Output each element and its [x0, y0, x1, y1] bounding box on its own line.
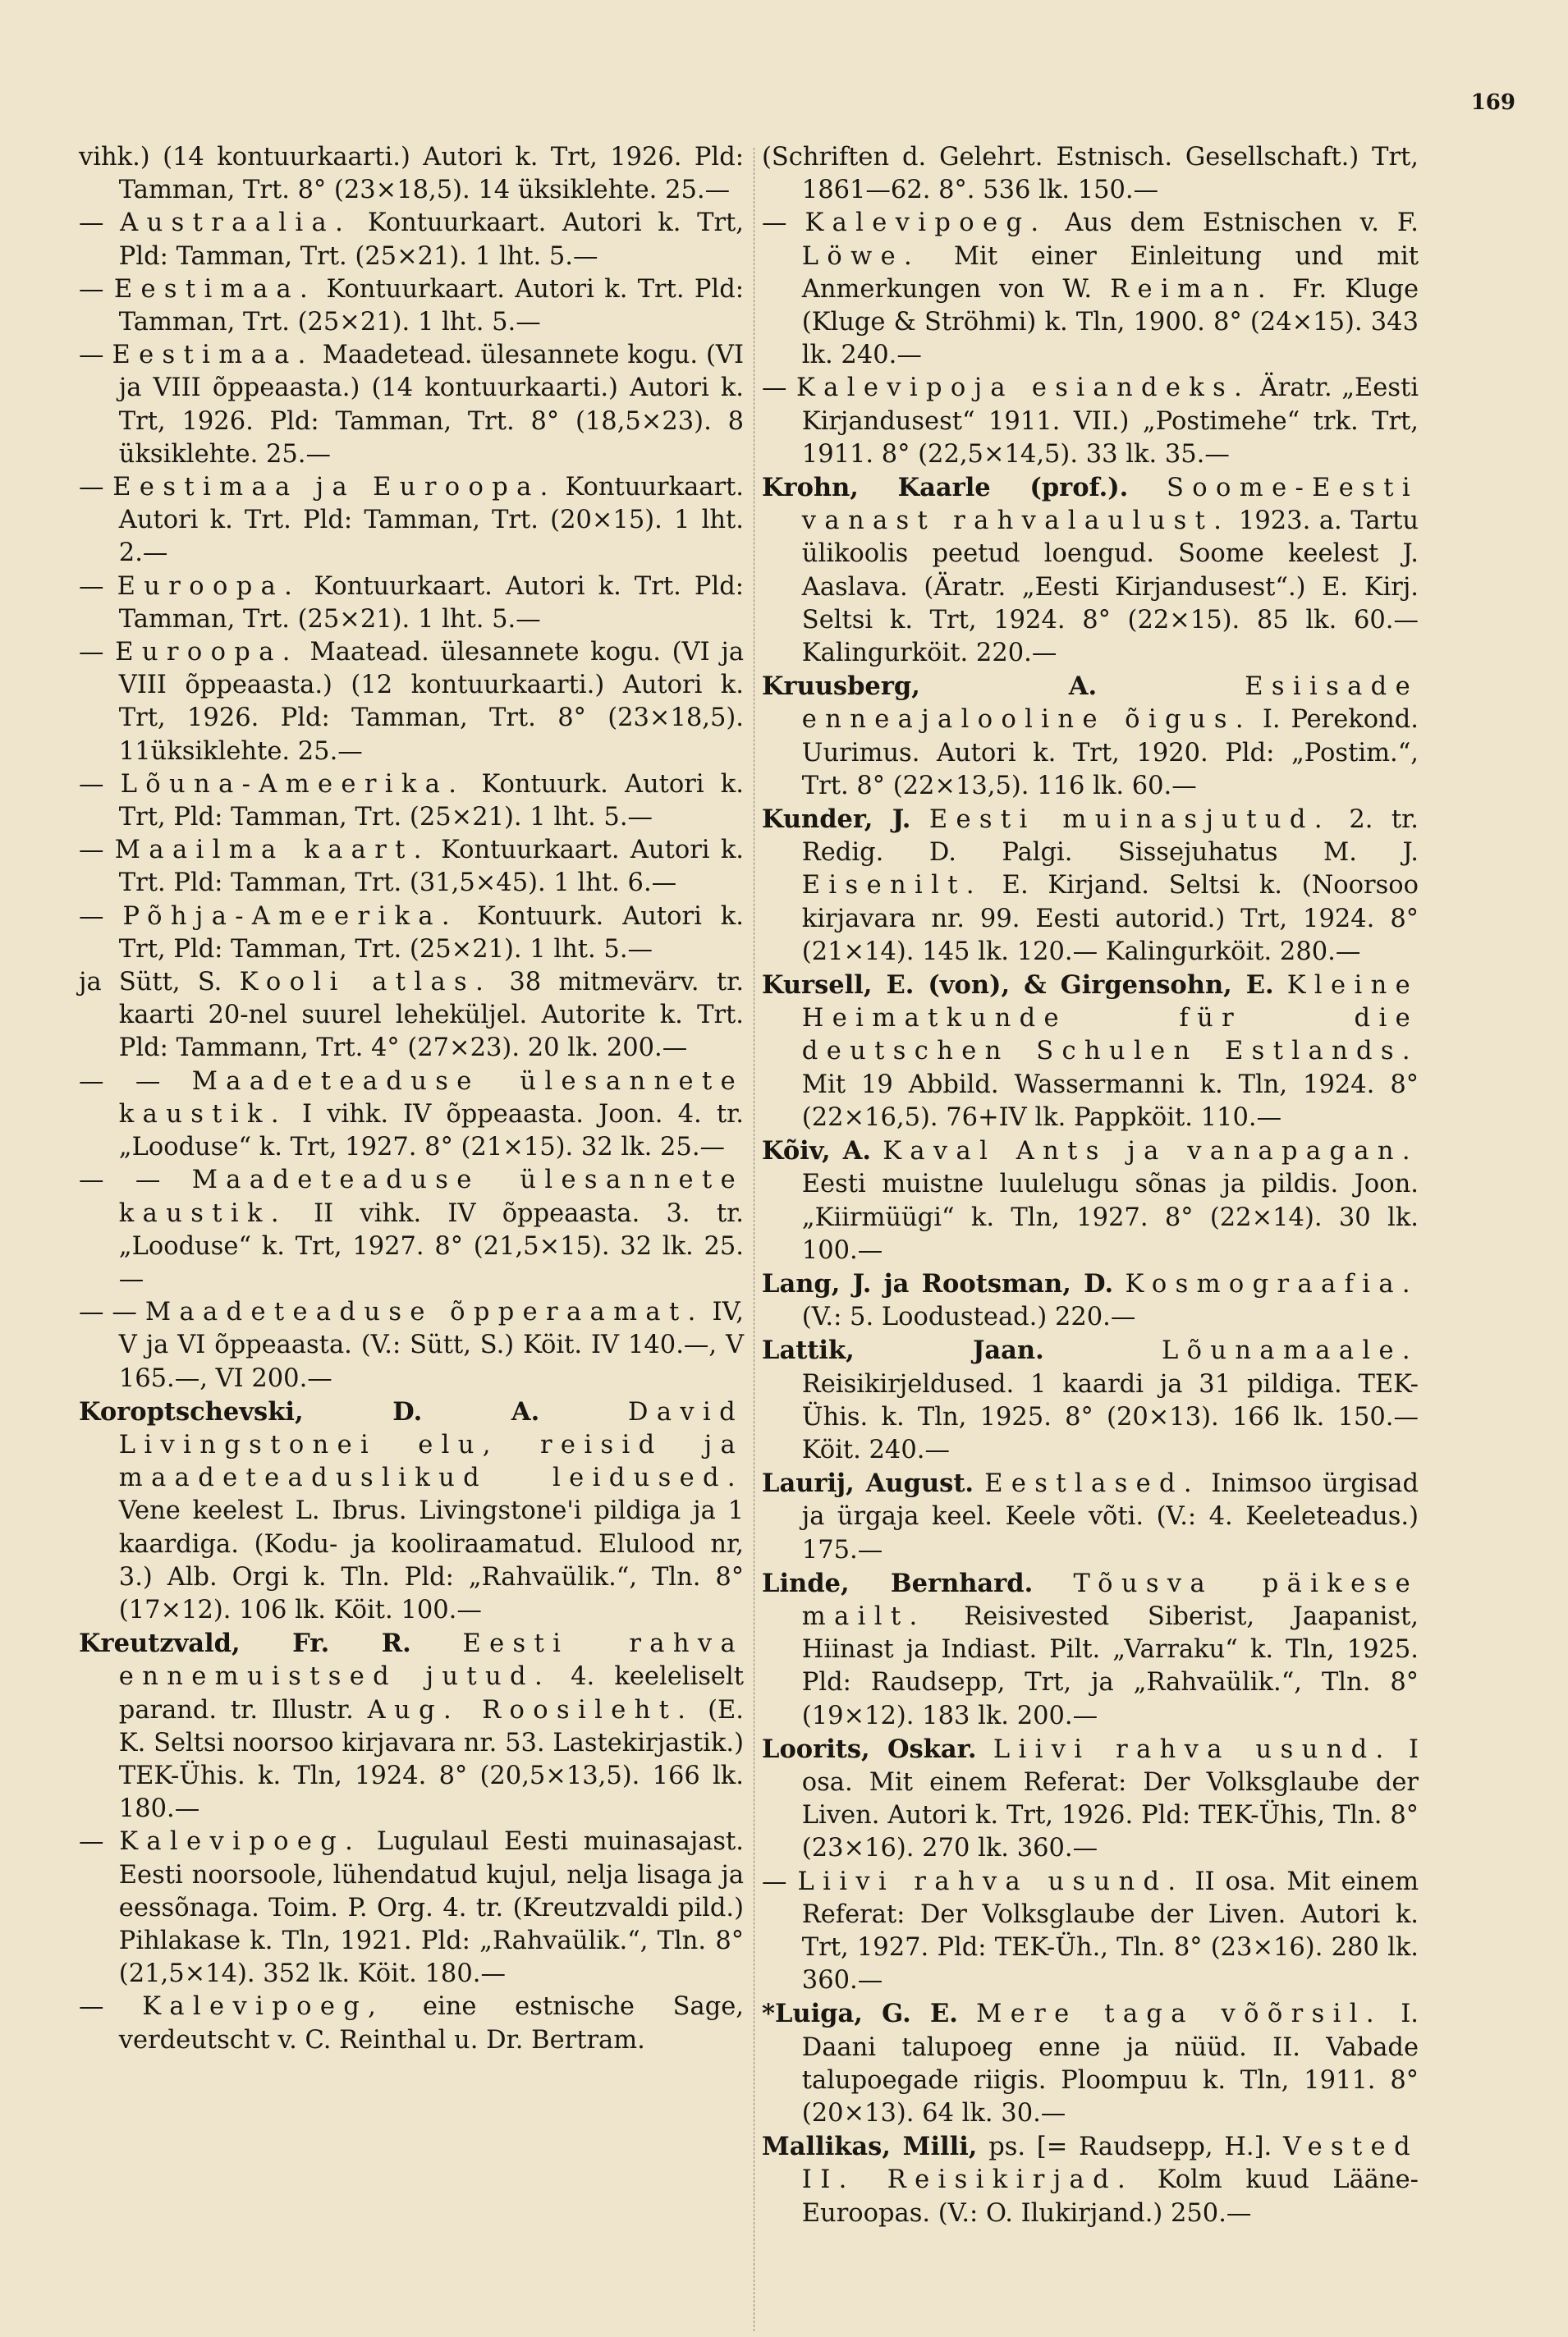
entry-text: — —: [79, 1066, 192, 1096]
entry-title: Euroopa.: [115, 638, 299, 667]
bibliography-entry: [762, 207, 1419, 372]
entry-title: Eestimaa ja Euroopa.: [112, 473, 557, 502]
bibliography-entry: [762, 141, 1419, 207]
bibliography-entry: [79, 207, 744, 273]
entry-author: Kunder, J.: [762, 804, 911, 835]
entry-text: 38 mitmevärv. tr. kaarti 20-nel suurel leheküljel. Autorite k. Trt. Pld: Tammann, Trt. 4° (27×23). 20 lk. 200.—: [118, 968, 745, 1063]
entry-text: (Schriften d. Gelehrt. Estnisch. Gesellschaft.) Trt, 1861—62. 8°. 536 lk. 150.—: [762, 143, 1419, 205]
entry-title: Kalevipoeg.: [119, 1827, 362, 1857]
entry-text: Maatead. ülesannete kogu. (VI ja VIII õppeaasta.) (12 kontuurkaarti.) Autori k. Trt, 1926. Pld: Tamman, Trt. 8° (23×18,5). 11üksiklehte. 25.—: [118, 638, 744, 766]
entry-text: [1044, 1336, 1162, 1365]
bibliography-entry: [79, 900, 744, 966]
entry-text: [539, 1398, 628, 1427]
entry-title: Eestlased.: [984, 1469, 1201, 1499]
bibliography-entry: [79, 636, 744, 768]
bibliography-entry: [79, 1991, 744, 2056]
entry-title: Maailma kaart.: [114, 836, 430, 865]
entry-text: Reisivested Siberist, Jaapanist, Hiinast ja Indiast. Pilt. „Varraku“ k. Tln, 1925. Pld: Raudsepp, Trt, ja „Rahvaülik.“, Tln. 8° (19×12). 183 lk. 200.—: [801, 1602, 1419, 1730]
entry-text: Kontuurkaart. Autori k. Trt. Pld: Tamman, Trt. (20×15). 1 lht. 2.—: [118, 473, 744, 568]
entry-text: I osa. Mit einem Referat: Der Volksglaube der Liven. Autori k. Trt, 1926. Pld: TEK-Ühis, Tln. 8° (23×16). 270 lk. 360.—: [801, 1734, 1419, 1863]
entry-text: Inimsoo ürgisad ja ürgaja keel. Keele võti. (V.: 4. Keeleteadus.) 175.—: [801, 1469, 1419, 1565]
entry-text: I vihk. IV õppeaasta. Joon. 4. tr. „Looduse“ k. Trt, 1927. 8° (21×15). 32 lk. 25.—: [118, 1099, 744, 1162]
bibliography-entry: [762, 969, 1419, 1134]
entry-text: —: [79, 769, 121, 799]
entry-text: 1923. a. Tartu ülikoolis peetud loengud. Soome keelest J. Aaslava. (Äratr. „Eesti Kirjandusest“.) E. Kirj. Seltsi k. Trt, 1924. 8° (22×15). 85 lk. 60.— Kalingurköit. 220.—: [801, 506, 1419, 668]
bibliography-entry: [79, 471, 744, 571]
entry-text: ja Sütt, S.: [79, 968, 240, 997]
entry-text: —: [79, 571, 117, 601]
entry-text: (V.: 5. Loodustead.) 220.—: [801, 1303, 1136, 1332]
entry-title: Vested II. Reisikirjad.: [801, 2133, 1419, 2195]
left-column: [79, 141, 744, 2057]
entry-text: —: [762, 1867, 798, 1896]
entry-text: Reisikirjeldused. 1 kaardi ja 31 pildiga. TEK-Ühis. k. Tln, 1925. 8° (20×13). 166 lk. 150.— Köit. 240.—: [801, 1369, 1419, 1464]
entry-title: Reiman.: [1110, 274, 1274, 304]
entry-title: Aug. Roosileht.: [367, 1695, 695, 1725]
entry-text: —: [79, 341, 112, 370]
bibliography-entry: [79, 1296, 744, 1395]
entry-text: IV, V ja VI õppeaasta. (V.: Sütt, S.) Köit. IV 140.—, V 165.—, VI 200.—: [118, 1298, 744, 1393]
entry-text: —: [79, 1992, 143, 2022]
entry-text: [976, 1735, 993, 1764]
entry-text: I. Daani talupoeg enne ja nüüd. II. Vabade talupoegade riigis. Ploompuu k. Tln, 1911. 8° (20×13). 64 lk. 30.—: [801, 2000, 1419, 2128]
entry-text: II vihk. IV õppeaasta. 3. tr. „Looduse“ k. Trt, 1927. 8° (21,5×15). 32 lk. 25.—: [118, 1198, 744, 1294]
entry-author: *Luiga, G. E.: [762, 1999, 958, 2029]
bibliography-entry: [79, 966, 744, 1065]
entry-text: [1033, 1569, 1073, 1598]
bibliography-entry: [79, 339, 744, 471]
entry-text: Aus dem Estnischen v. F.: [1047, 208, 1419, 238]
bibliography-entry: [762, 372, 1419, 471]
entry-author: Krohn, Kaarle (prof.).: [762, 473, 1129, 503]
entry-text: [910, 805, 928, 834]
entry-text: Kontuurkaart. Autori k. Trt. Pld: Tamman, Trt. (31,5×45). 1 lht. 6.—: [118, 836, 744, 898]
bibliography-entry: [762, 1334, 1419, 1467]
bibliography-entry: [79, 1627, 744, 1826]
entry-text: [974, 1469, 984, 1498]
entry-title: Soome-Eesti vanast rahvalaulust.: [801, 474, 1419, 536]
entry-title: Liivi rahva usund.: [797, 1867, 1185, 1896]
bibliography-entry: [762, 1267, 1419, 1334]
entry-title: Kosmograafia.: [1125, 1269, 1419, 1299]
entry-author: Loorits, Oskar.: [762, 1734, 977, 1764]
entry-text: —: [762, 208, 805, 238]
entry-author: Kruusberg, A.: [762, 671, 1098, 702]
right-column: [762, 141, 1419, 2230]
entry-text: Kolm kuud Lääne-Euroopas. (V.: O. Ilukirjand.) 250.—: [801, 2165, 1419, 2228]
bibliography-entry: [79, 571, 744, 636]
entry-author: Lattik, Jaan.: [762, 1336, 1044, 1366]
entry-text: Mit 19 Abbild. Wassermanni k. Tln, 1924. 8° (22×16,5). 76+IV lk. Pappköit. 110.—: [801, 1070, 1419, 1132]
bibliography-entry: [79, 1164, 744, 1296]
bibliography-entry: [79, 273, 744, 339]
entry-text: [871, 1137, 883, 1166]
entry-author: Mallikas, Milli,: [762, 2132, 978, 2162]
bibliography-entry: [79, 1065, 744, 1165]
bibliography-entry: [762, 1567, 1419, 1733]
entry-text: Eesti muistne luulelugu sõnas ja pildis. Joon. „Kiirmüügi“ k. Tln, 1927. 8° (22×14). 30 lk. 100.—: [801, 1170, 1419, 1265]
entry-text: —: [79, 836, 115, 865]
bibliography-entry: [79, 768, 744, 834]
entry-title: Lõuna-Ameerika.: [120, 769, 465, 799]
entry-text: [1097, 672, 1245, 701]
entry-text: Äratr. „Eesti Kirjandusest“ 1911. VII.) „Postimehe“ trk. Trt, 1911. 8° (22,5×14,5). 33 lk. 35.—: [801, 373, 1419, 469]
entry-title: Kaval Ants ja vanapagan.: [883, 1137, 1419, 1166]
entry-text: Kontuurk. Autori k. Trt, Pld: Tamman, Trt. (25×21). 1 lht. 5.—: [118, 901, 744, 964]
page-number: 169: [1470, 90, 1515, 115]
entry-title: Kleine Heimatkunde für die deutschen Schulen Estlands.: [801, 971, 1419, 1066]
bibliography-entry: [762, 2130, 1419, 2230]
entry-text: Kontuurkaart. Autori k. Trt, Pld: Tamman, Trt. (25×21). 1 lht. 5.—: [118, 208, 744, 271]
entry-text: Maadetead. ülesannete kogu. (VI ja VIII õppeaasta.) (14 kontuurkaarti.) Autori k. Trt, 1926. Pld: Tamman, Trt. 8° (18,5×23). 8 üksiklehte. 25.—: [118, 341, 744, 469]
entry-author: Lang, J. ja Rootsman, D.: [762, 1268, 1114, 1299]
entry-title: Löwe.: [801, 241, 921, 271]
entry-text: Kontuurkaart. Autori k. Trt. Pld: Tamman, Trt. (25×21). 1 lht. 5.—: [118, 274, 744, 337]
entry-title: Eisenilt.: [801, 871, 983, 900]
entry-title: Kalevipoeg,: [142, 1992, 385, 2022]
entry-title: David Livingstonei elu, reisid ja maadeteaduslikud leidused.: [118, 1397, 744, 1493]
entry-text: 2. tr. Redig. D. Palgi. Sissejuhatus M. J.: [801, 805, 1419, 868]
entry-author: Kursell, E. (von), & Girgensohn, E.: [762, 970, 1274, 1001]
entry-text: (E. K. Seltsi noorsoo kirjavara nr. 53. Lastekirjastik.) TEK-Ühis. k. Tln, 1924. 8° (20,5×13,5). 166 lk. 180.—: [118, 1695, 744, 1824]
entry-text: Kontuurkaart. Autori k. Trt. Pld: Tamman, Trt. (25×21). 1 lht. 5.—: [118, 571, 745, 634]
bibliography-entry: [762, 1866, 1419, 1998]
bibliography-entry: [762, 670, 1419, 803]
bibliography-entry: [79, 1826, 744, 1991]
entry-author: Kõiv, A.: [762, 1136, 872, 1166]
entry-title: Kalevipoja esiandeks.: [796, 373, 1251, 403]
entry-title: Maadeteaduse õpperaamat.: [144, 1298, 704, 1327]
entry-title: Tõusva päikese mailt.: [801, 1569, 1419, 1631]
bibliography-entry: [762, 803, 1419, 969]
entry-title: Eesti muinasjutud.: [928, 805, 1331, 835]
entry-title: Eestimaa.: [112, 341, 314, 370]
entry-title: Eesti rahva ennemuistsed jutud.: [118, 1629, 744, 1692]
bibliography-entry: [79, 141, 744, 207]
entry-text: ps. [= Raudsepp, H.].: [977, 2133, 1284, 2162]
entry-text: [958, 2000, 976, 2028]
entry-author: Linde, Bernhard.: [762, 1568, 1034, 1598]
entry-title: Liivi rahva usund.: [993, 1734, 1392, 1764]
entry-title: Kooli atlas.: [239, 968, 493, 997]
bibliography-entry: [79, 834, 744, 900]
entry-text: —: [79, 1827, 120, 1857]
entry-text: [1274, 971, 1287, 1000]
entry-text: —: [79, 901, 123, 931]
bibliography-entry: [79, 1395, 744, 1627]
entry-text: [1128, 474, 1167, 502]
entry-text: [411, 1629, 463, 1658]
entry-text: Mit einer Einleitung und mit Anmerkungen von W.: [801, 241, 1419, 304]
entry-text: I. Perekond. Uurimus. Autori k. Trt, 1920. Pld: „Postim.“, Trt. 8° (22×13,5). 116 lk. 60.—: [801, 705, 1419, 800]
entry-title: Euroopa.: [117, 571, 301, 601]
entry-text: Fr. Kluge (Kluge & Ströhmi) k. Tln, 1900. 8° (24×15). 343 lk. 240.—: [801, 274, 1419, 370]
entry-title: Põhja-Ameerika.: [122, 901, 458, 931]
entry-title: Mere taga võõrsil.: [976, 2000, 1382, 2029]
entry-author: Laurij, August.: [762, 1469, 974, 1499]
entry-text: —: [79, 473, 113, 502]
entry-text: — —: [79, 1298, 145, 1327]
entry-title: Kalevipoeg.: [805, 208, 1048, 238]
bibliography-entry: [762, 1733, 1419, 1866]
entry-text: — —: [79, 1166, 192, 1195]
entry-text: —: [79, 208, 121, 238]
entry-author: Koroptschevski, D. A.: [79, 1396, 540, 1427]
entry-text: 4. keeleliselt parand. tr. Illustr.: [118, 1662, 744, 1725]
entry-title: Maadeteaduse ülesannete kaustik.: [118, 1066, 744, 1129]
entry-title: Esiisade enneajalooline õigus.: [801, 672, 1419, 735]
bibliography-entry: [762, 1997, 1419, 2130]
entry-text: Kontuurk. Autori k. Trt, Pld: Tamman, Trt. (25×21). 1 lht. 5.—: [118, 769, 744, 832]
bibliography-entry: [762, 1134, 1419, 1267]
entry-text: —: [79, 274, 114, 304]
bibliography-entry: [762, 1467, 1419, 1567]
entry-title: Eestimaa.: [113, 274, 317, 304]
entry-text: —: [79, 638, 116, 667]
entry-text: vihk.) (14 kontuurkaarti.) Autori k. Trt, 1926. Pld: Tamman, Trt. 8° (23×18,5). 14 üksiklehte. 25.—: [79, 143, 744, 205]
bibliography-entry: [762, 471, 1419, 670]
entry-text: E. Kirjand. Seltsi k. (Noorsoo kirjavara nr. 99. Eesti autorid.) Trt, 1924. 8° (21×14). 145 lk. 120.— Kalingurköit. 280.—: [801, 871, 1419, 966]
entry-text: Lugulaul Eesti muinasajast. Eesti noorsoole, lühendatud kujul, nelja lisaga ja eessõnaga. Toim. P. Org. 4. tr. (Kreutzvaldi pild.) Pihlakase k. Tln, 1921. Pld: „Rahvaülik.“, Tln. 8° (21,5×14). 352 lk. Köit. 180.—: [118, 1827, 744, 1989]
entry-title: Lõunamaale.: [1162, 1336, 1419, 1366]
entry-author: Kreutzvald, Fr. R.: [79, 1629, 411, 1659]
entry-text: eine estnische Sage, verdeutscht v. C. Reinthal u. Dr. Bertram.: [118, 1992, 744, 2055]
entry-title: Austraalia.: [120, 208, 352, 238]
entry-text: [1113, 1270, 1125, 1299]
entry-text: —: [762, 373, 796, 403]
entry-text: II osa. Mit einem Referat: Der Volksglaube der Liven. Autori k. Trt, 1927. Pld: TEK-Üh., Tln. 8° (23×16). 280 lk. 360.—: [801, 1867, 1419, 1996]
entry-title: Maadeteaduse ülesannete kaustik.: [118, 1166, 744, 1228]
entry-text: Vene keelest L. Ibrus. Livingstone'i pildiga ja 1 kaardiga. (Kodu- ja kooliraamatud. Elulood nr, 3.) Alb. Orgi k. Tln. Pld: „Rahvaülik.“, Tln. 8° (17×12). 106 lk. Köit. 100.—: [118, 1496, 744, 1624]
